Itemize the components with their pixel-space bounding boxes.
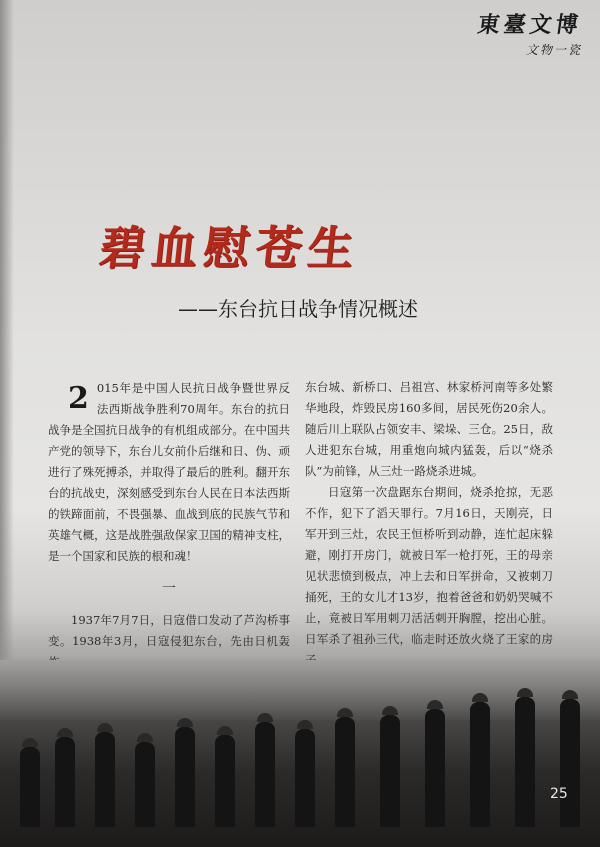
paragraph: 日寇第一次盘踞东台期间，烧杀抢掠，无恶不作，犯下了滔天罪行。7月16日，天刚亮，日军开到三灶，农民王恒桥听到动静，连忙起床躲避，刚打开房门，就被日军一枪打死，王的母亲见状悲愤到极点，冲上去和日军拼命，又被刺刀捅死，王的女儿才13岁，抱着爸爸和奶奶哭喊不止，竟被日军用刺刀活活刺开胸膛，挖出心脏。日军杀了祖孙三代，临走时还放火烧了王家的房 — [305, 485, 553, 646]
text-column-left — [48, 378, 290, 673]
article-title: 碧血慰苍生 — [96, 221, 363, 275]
paragraph: 东台城、新桥口、吕祖宫、林家桥河南等多处繁华地段，炸毁民房160多间，居民死伤20余人。随后川上联队占领安丰、梁垛、三仓。25日，敌人进犯东台城，用重炮向城内猛轰，后以“烧杀队”为前锋，从三灶一路烧杀进城。 — [305, 380, 553, 478]
soldier-figure — [380, 715, 400, 827]
soldier-figure — [255, 722, 275, 827]
soldier-figure — [335, 717, 355, 827]
soldiers-photo — [0, 660, 600, 847]
soldier-figure — [470, 702, 490, 827]
soldier-figure — [515, 697, 535, 827]
text-column-right — [305, 377, 553, 671]
brand-sub: 文物一瓷 — [525, 43, 582, 57]
soldier-figure — [295, 729, 315, 827]
soldier-figure — [215, 735, 235, 827]
soldier-figure — [135, 742, 155, 827]
intro-paragraph: 015年是中国人民抗日战争暨世界反法西斯战争胜利70周年。东台的抗日战争是全国抗日战争的有机组成部分。在中国共产党的领导下，东台儿女前仆后继和日、伪、顽进行了殊死搏杀，并取得了最后的胜利。翻开东台的抗战史，深刻感受到东台人民在日本法西斯的铁蹄面前，不畏强暴、血战到底的民族气节和英雄气概，这是战胜强敌保家卫国的精神支柱，是一个国家和民族的根和魂！ — [48, 381, 290, 563]
photo-sky — [0, 660, 600, 720]
soldier-figure — [175, 727, 195, 827]
soldier-figure — [425, 709, 445, 827]
soldier-figure — [95, 732, 115, 827]
article-subtitle: ——东台抗日战争情况概述 — [178, 297, 418, 321]
brand-main: 東臺文博 — [475, 12, 584, 38]
dropcap: 2 — [68, 381, 89, 416]
soldier-figure — [20, 747, 40, 827]
page-number: 25 — [550, 786, 568, 802]
section-marker: 一 — [162, 581, 176, 597]
brand-logo — [475, 8, 584, 58]
paragraph: 1937年7月7日，日寇借口发动了芦沟桥事变。1938年3月，日寇侵犯东台，先由日机轰 — [48, 613, 290, 648]
soldier-figure — [55, 737, 75, 827]
soldier-figure — [560, 699, 580, 827]
